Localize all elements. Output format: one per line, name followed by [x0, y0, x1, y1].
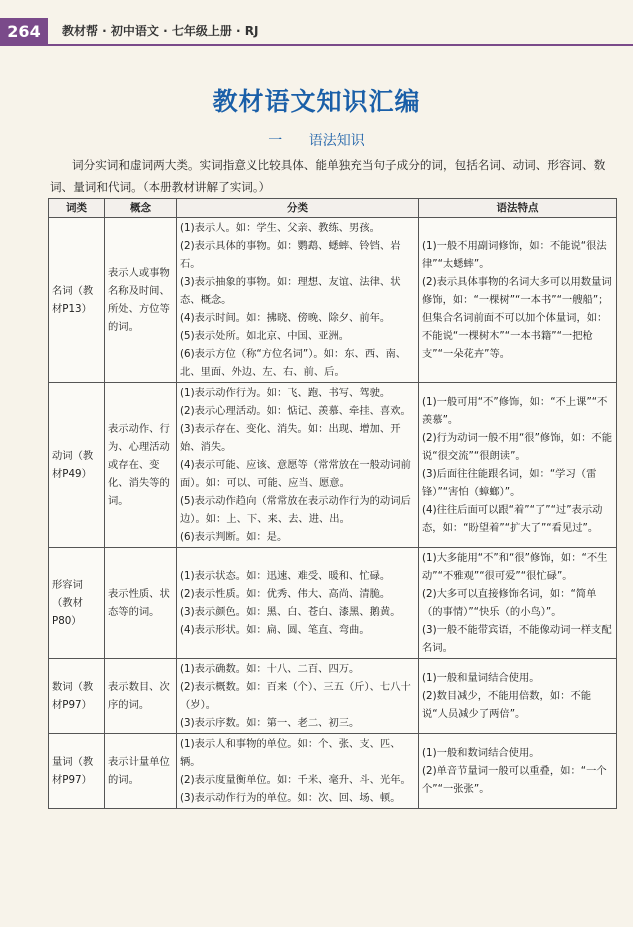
feature-item: (1)一般和量词结合使用。 [422, 672, 540, 684]
table-header-row [49, 199, 617, 218]
feature-item: (1)大多能用“不”和“很”修饰，如：“不生动”“不雅观”“很可爱”“很忙碌”。 [422, 552, 608, 582]
features-cell [419, 659, 617, 734]
concept-cell: 表示性质、状态等的词。 [105, 548, 177, 659]
page-number: 264 [0, 18, 48, 46]
table-row-measure-word [49, 734, 617, 809]
word-class-cell: 量词（教材P97） [49, 734, 105, 809]
table-row-noun [49, 218, 617, 383]
category-item: (3)表示存在、变化、消失。如：出现、增加、开始、消失。 [180, 423, 401, 453]
features-cell [419, 218, 617, 383]
category-item: (3)表示序数。如：第一、老二、初三。 [180, 717, 360, 729]
word-class-cell: 形容词（教材P80） [49, 548, 105, 659]
category-item: (5)表示处所。如北京、中国、亚洲。 [180, 330, 350, 342]
feature-item: (1)一般不用副词修饰，如：不能说“很法律”“太蟋蟀”。 [422, 240, 607, 270]
concept-cell: 表示计量单位的词。 [105, 734, 177, 809]
section-number: 一 [268, 133, 283, 149]
categories-cell [177, 659, 419, 734]
feature-item: (4)往往后面可以跟“着”“了”“过”表示动态，如：“盼望着”“扩大了”“看见过”。 [422, 504, 603, 534]
features-cell [419, 548, 617, 659]
category-item: (4)表示可能、应该、意愿等（常常放在一般动词前面）。如：可以、可能、应当、愿意。 [180, 459, 411, 489]
header-categories: 分类 [177, 199, 419, 218]
category-item: (3)表示动作行为的单位。如：次、回、场、顿。 [180, 792, 401, 804]
concept-cell: 表示人或事物名称及时间、所处、方位等的词。 [105, 218, 177, 383]
features-cell [419, 383, 617, 548]
table-row-adjective [49, 548, 617, 659]
concept-cell: 表示动作、行为、心理活动或存在、变化、消失等的词。 [105, 383, 177, 548]
categories-cell [177, 383, 419, 548]
category-item: (6)表示判断。如：是。 [180, 531, 288, 543]
category-item: (1)表示动作行为。如：飞、跑、书写、驾驶。 [180, 387, 391, 399]
book-title: 教材帮 · 初中语文 · 七年级上册 · RJ [62, 24, 259, 38]
feature-item: (3)后面往往能跟名词，如：“学习（雷锋）”“害怕（蟑螂）”。 [422, 468, 597, 498]
category-item: (4)表示时间。如：拂晓、傍晚、除夕、前年。 [180, 312, 391, 324]
intro-paragraph: 词分实词和虚词两大类。实词指意义比较具体、能单独充当句子成分的词，包括名词、动词、形容词、数词、量词和代词。（本册教材讲解了实词。） [50, 158, 606, 194]
feature-item: (3)一般不能带宾语，不能像动词一样支配名词。 [422, 624, 612, 654]
header-word-class: 词类 [49, 199, 105, 218]
category-item: (1)表示确数。如：十八、二百、四万。 [180, 663, 360, 675]
category-item: (2)表示性质。如：优秀、伟大、高尚、清脆。 [180, 588, 391, 600]
table-row-verb [49, 383, 617, 548]
category-item: (6)表示方位（称“方位名词”）。如：东、西、南、北、里面、外边、左、右、前、后。 [180, 348, 407, 378]
table-row-numeral [49, 659, 617, 734]
feature-item: (1)一般可用“不”修饰，如：“不上课”“不羡慕”。 [422, 396, 608, 426]
category-item: (2)表示度量衡单位。如：千米、毫升、斗、光年。 [180, 774, 411, 786]
category-item: (2)表示心理活动。如：惦记、羡慕、牵挂、喜欢。 [180, 405, 411, 417]
category-item: (5)表示动作趋向（常常放在表示动作行为的动词后边）。如：上、下、来、去、进、出。 [180, 495, 411, 525]
grammar-table [48, 198, 617, 809]
header-concept: 概念 [105, 199, 177, 218]
category-item: (1)表示人。如：学生、父亲、教练、男孩。 [180, 222, 380, 234]
category-item: (4)表示形状。如：扁、圆、笔直、弯曲。 [180, 624, 370, 636]
category-item: (2)表示概数。如：百来（个）、三五（斤）、七八十（岁）。 [180, 681, 411, 711]
page-header [0, 0, 633, 56]
header-features: 语法特点 [419, 199, 617, 218]
feature-item: (2)行为动词一般不用“很”修饰，如：不能说“很交流”“很朗读”。 [422, 432, 613, 462]
category-item: (1)表示状态。如：迅速、难受、暖和、忙碌。 [180, 570, 391, 582]
header-divider [48, 44, 633, 46]
feature-item: (2)表示具体事物的名词大多可以用数量词修饰，如：“一棵树”“一本书”“一艘船”；但集合名词前面不可以加个体量词，如：不能说“一棵树木”“一本书籍”“一把枪支”“一朵花卉”等。 [422, 276, 612, 360]
word-class-cell: 名词（教材P13） [49, 218, 105, 383]
categories-cell [177, 734, 419, 809]
section-title: 语法知识 [308, 133, 365, 149]
feature-item: (1)一般和数词结合使用。 [422, 747, 540, 759]
category-item: (1)表示人和事物的单位。如：个、张、支、匹、辆。 [180, 738, 401, 768]
categories-cell [177, 218, 419, 383]
feature-item: (2)大多可以直接修饰名词，如：“简单（的事情）”“快乐（的小鸟）”。 [422, 588, 597, 618]
features-cell [419, 734, 617, 809]
category-item: (3)表示抽象的事物。如：理想、友谊、法律、状态、概念。 [180, 276, 401, 306]
word-class-cell: 数词（教材P97） [49, 659, 105, 734]
categories-cell [177, 548, 419, 659]
feature-item: (2)数目减少，不能用倍数，如：不能说“人员减少了两倍”。 [422, 690, 592, 720]
category-item: (3)表示颜色。如：黑、白、苍白、漆黑、鹅黄。 [180, 606, 401, 618]
page-title: 教材语文知识汇编 [212, 87, 421, 116]
category-item: (2)表示具体的事物。如：鹦鹉、蟋蟀、铃铛、岩石。 [180, 240, 401, 270]
concept-cell: 表示数目、次序的词。 [105, 659, 177, 734]
section-heading [0, 130, 633, 150]
word-class-cell: 动词（教材P49） [49, 383, 105, 548]
feature-item: (2)单音节量词一般可以重叠，如：“一个个”“一张张”。 [422, 765, 607, 795]
